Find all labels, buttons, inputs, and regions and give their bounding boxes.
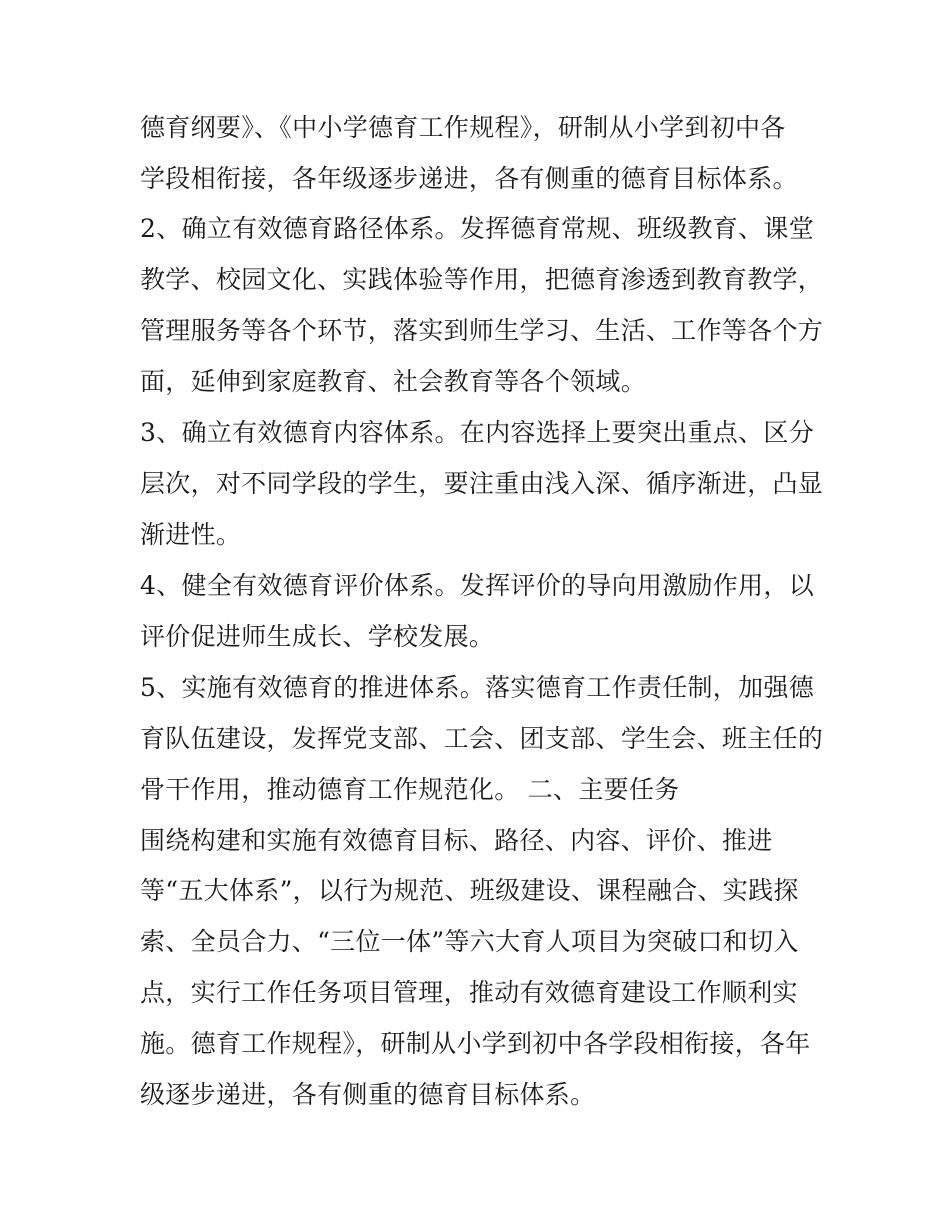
text-line: 渐进性。 bbox=[140, 520, 242, 549]
text-line: 3、确立有效德育内容体系。在内容选择上要突出重点、区分 bbox=[140, 418, 815, 447]
text-line: 骨干作用，推动德育工作规范化。 二、主要任务 bbox=[140, 775, 680, 804]
text-line: 层次，对不同学段的学生，要注重由浅入深、循序渐进，凸显 bbox=[140, 469, 824, 498]
text-line: 级逐步递进，各有侧重的德育目标体系。 bbox=[140, 1080, 596, 1109]
text-line: 4、健全有效德育评价体系。发挥评价的导向用激励作用，以 bbox=[140, 571, 815, 600]
text-line: 教学、校园文化、实践体验等作用，把德育渗透到教育教学， bbox=[140, 265, 824, 294]
text-line: 5、实施有效德育的推进体系。落实德育工作责任制，加强德 bbox=[140, 673, 815, 702]
text-line: 点，实行工作任务项目管理，推动有效德育建设工作顺利实 bbox=[140, 978, 798, 1007]
text-line: 面，延伸到家庭教育、社会教育等各个领域。 bbox=[140, 367, 647, 396]
text-line: 2、确立有效德育路径体系。发挥德育常规、班级教育、课堂 bbox=[140, 214, 815, 243]
text-line: 学段相衔接，各年级逐步递进，各有侧重的德育目标体系。 bbox=[140, 164, 798, 193]
text-line: 评价促进师生成长、学校发展。 bbox=[140, 622, 495, 651]
text-line: 索、全员合力、“三位一体”等六大育人项目为突破口和切入 bbox=[140, 927, 799, 956]
text-line: 围绕构建和实施有效德育目标、路径、内容、评价、推进 bbox=[140, 826, 773, 855]
text-line: 育队伍建设，发挥党支部、工会、团支部、学生会、班主任的 bbox=[140, 724, 824, 753]
text-line: 管理服务等各个环节，落实到师生学习、生活、工作等各个方 bbox=[140, 316, 824, 345]
text-line: 施。德育工作规程》，研制从小学到初中各学段相衔接，各年 bbox=[140, 1029, 811, 1058]
text-line: 德育纲要》、《中小学德育工作规程》，研制从小学到初中各 bbox=[140, 113, 786, 142]
text-line: 等“五大体系”，以行为规范、班级建设、课程融合、实践探 bbox=[140, 876, 799, 905]
